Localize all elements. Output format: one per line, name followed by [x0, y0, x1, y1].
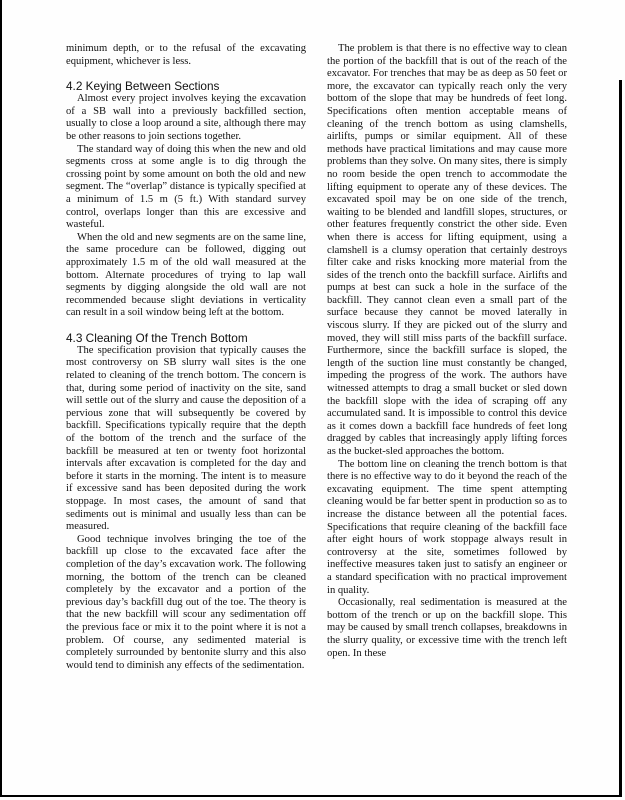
paragraph: The standard way of doing this when the new and old segments cross at some angle is to dig through the crossing point by some amount on both the old and new segment. The “overlap” distance is typically specified at a minimum of 1.5 m (5 ft.) With standard survey control, overlaps longer than this are excessive and wasteful. [66, 143, 306, 231]
paragraph: The specification provision that typically causes the most controversy on SB slurry wall sites is the one related to cleaning of the trench bottom. The concern is that, during some period of inactivity on the site, sand will settle out of the slurry and cause the deposition of a pervious zone that will subsequently be covered by backfill. Specifications typically require that the depth of the bottom of the trench and the surface of the backfill be measured at ten or twenty foot horizontal intervals after excavation is completed for the day and before it starts in the morning. The intent is to measure if excessive sand has been deposited during the work stoppage. In most cases, the amount of sand that sediments out is minimal and usually less than can be measured. [66, 344, 306, 533]
section-heading-4-3: 4.3 Cleaning Of the Trench Bottom [66, 330, 248, 345]
left-column [66, 43, 306, 672]
right-column [327, 43, 567, 660]
paragraph: The problem is that there is no effective way to clean the portion of the backfill that is out of the reach of the excavator. For trenches that may be as deep as 50 feet or more, the excavator can typically reach only the very bottom of the slope that may be hundreds of feet long. Specifications often mention acceptable means of cleaning of the trench bottom as using clamshells, airlifts, pumps or similar equipment. All of these methods have practical limitations and may cause more problems than they solve. On many sites, there is simply no room beside the open trench to accommodate the lifting equipment to operate any of these devices. The excavated spoil may be on one side of the trench, waiting to be blended and landfill slopes, structures, or other features frequently constrict the other side. Even when there is access for lifting equipment, using a clamshell is a clumsy operation that certainly destroys filter cake and risks knocking more material from the sides of the trench onto the backfill surface. Airlifts and pumps at best can suck a hole in the surface of the backfill. They cannot clean even a small part of the surface because they cannot be moved laterally in viscous slurry. If they are picked out of the slurry and moved, they will still miss parts of the backfill surface. Furthermore, since the backfill surface is sloped, the length of the suction line must constantly be changed, impeding the progress of the work. The authors have witnessed attempts to drag a small bucket or sled down the backfill slope with the idea of scraping off any accumulated sand. It is impossible to control this device as it comes down a backfill face hundreds of feet long dragged by cables that increasingly apply lifting forces as the bucket-sled approaches the bottom. [327, 43, 567, 457]
paragraph: The bottom line on cleaning the trench bottom is that there is no effective way to do it beyond the reach of the excavating equipment. The time spent attempting cleaning would be far better spent in production so as to increase the distance between all the potential faces. Specifications that require cleaning of the backfill face after eight hours of work stoppage always result in controversy at the site, sometimes followed by ineffective measures taken just to satisfy an engineer or a standard specification with no practical improvement in quality. [327, 458, 567, 596]
paragraph: Good technique involves bringing the toe of the backfill up close to the excavated face after the completion of the day’s excavation work. The following morning, the bottom of the trench can be cleaned completely by the excavator and a portion of the previous day’s backfill dug out of the toe. The theory is that the new backfill will scour any sedimentation off the previous face or mix it to the point where it is not a problem. Of course, any sedimented material is completely surrounded by bentonite slurry and this also would tend to diminish any effects of the sedimentation. [66, 533, 306, 671]
paragraph: When the old and new segments are on the same line, the same procedure can be followed, digging out approximately 1.5 m of the old wall measured at the bottom. Alternate procedures of trying to lap wall segments by digging alongside the old wall are not recommended because slight deviations in verticality can result in a soil window being left at the bottom. [66, 231, 306, 319]
page-border-bottom [0, 795, 622, 797]
page-border-left [0, 0, 2, 797]
paragraph: Almost every project involves keying the excavation of a SB wall into a previously backfilled section, usually to close a loop around a site, although there may be other reasons to join sections together. [66, 93, 306, 142]
continued-paragraph: minimum depth, or to the refusal of the excavating equipment, whichever is less. [66, 43, 306, 67]
paragraph: Occasionally, real sedimentation is measured at the bottom of the trench or up on the backfill slope. This may be caused by small trench collapses, breakdowns in the slurry quality, or excessive time with the trench left open. In these [327, 597, 567, 659]
section-heading-4-2: 4.2 Keying Between Sections [66, 79, 220, 94]
page-border-right [619, 80, 622, 797]
